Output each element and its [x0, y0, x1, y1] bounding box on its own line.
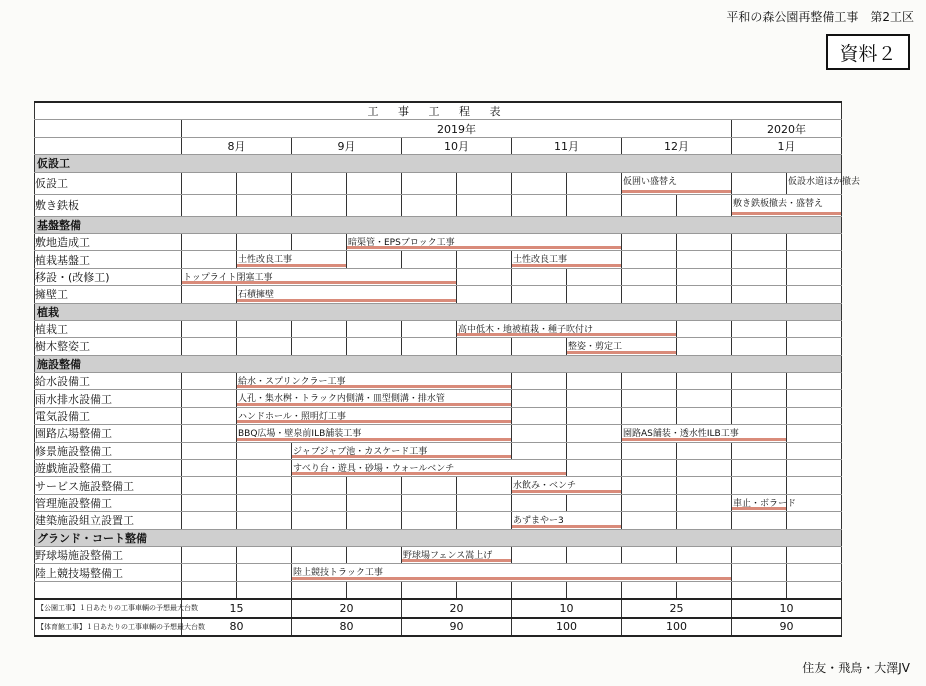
task-label: 土性改良工事 [513, 255, 568, 266]
summary-value: 20 [292, 599, 402, 617]
task-label: 水飲み・ベンチ [513, 481, 577, 492]
year-2019: 2019年 [182, 120, 732, 137]
task-label: ジャブジャブ池・カスケード工事 [293, 446, 428, 457]
title-row [35, 102, 842, 120]
task-row [35, 172, 842, 194]
task-label: 野球場フェンス嵩上げ [403, 550, 493, 561]
footer-company: 住友・飛鳥・大澤JV [802, 661, 910, 675]
summary-value: 90 [732, 618, 842, 636]
item-label: 敷き鉄板 [35, 194, 182, 216]
task-row [35, 320, 842, 337]
item-label: 仮設工 [35, 172, 182, 194]
item-label: サービス施設整備工 [35, 477, 182, 494]
task-row [35, 233, 842, 250]
task-label: 石積擁壁 [238, 290, 275, 301]
spacer-row [35, 581, 842, 599]
task-row [35, 442, 842, 459]
category-row [35, 216, 842, 233]
task-row [35, 460, 842, 477]
item-label: 移設・(改修工) [35, 268, 182, 285]
task-label: 整姿・剪定工 [568, 342, 623, 353]
item-label: 植栽工 [35, 320, 182, 337]
month-header: 12月 [622, 137, 732, 154]
month-header: 8月 [182, 137, 292, 154]
task-label: 仮囲い盛替え [623, 176, 678, 187]
summary-label: 【体育館工事】１日あたりの工事車輌の予想最大台数 [35, 618, 182, 636]
year-2020: 2020年 [732, 120, 842, 137]
task-label: 人孔・集水桝・トラック内側溝・皿型側溝・排水管 [238, 394, 445, 405]
task-label: 仮設水道ほか撤去 [788, 176, 861, 187]
task-row [35, 286, 842, 303]
summary-label: 【公園工事】１日あたりの工事車輌の予想最大台数 [35, 599, 182, 617]
item-label: 建築施設組立設置工 [35, 512, 182, 529]
month-header: 1月 [732, 137, 842, 154]
blank-cell [35, 137, 182, 154]
task-row [35, 251, 842, 268]
summary-value: 25 [622, 599, 732, 617]
summary-value: 20 [402, 599, 512, 617]
task-row [35, 425, 842, 442]
task-label: あずまやー3 [513, 516, 564, 527]
category-row [35, 303, 842, 320]
category-row [35, 529, 842, 546]
month-header: 11月 [512, 137, 622, 154]
task-row [35, 512, 842, 529]
item-label: 樹木整姿工 [35, 338, 182, 355]
task-label: BBQ広場・壁泉前ILB舗装工事 [238, 429, 362, 440]
task-label: 陸上競技トラック工事 [293, 568, 383, 579]
table-title: 工 事 工 程 表 [35, 102, 842, 120]
task-row [35, 338, 842, 355]
task-row [35, 564, 842, 581]
task-bar [732, 212, 841, 215]
item-label: 園路広場整備工 [35, 425, 182, 442]
item-label: 管理施設整備工 [35, 494, 182, 511]
category-label: 仮設工 [35, 155, 842, 172]
summary-value: 10 [512, 599, 622, 617]
task-label: ハンドホール・照明灯工事 [238, 411, 346, 422]
project-title: 平和の森公園再整備工事 第2工区 [726, 10, 914, 24]
summary-value: 100 [622, 618, 732, 636]
task-row [35, 546, 842, 563]
summary-row [35, 599, 842, 617]
month-header: 9月 [292, 137, 402, 154]
category-label: 施設整備 [35, 355, 842, 372]
blank-cell [35, 120, 182, 137]
month-header: 10月 [402, 137, 512, 154]
task-row [35, 268, 842, 285]
category-label: グランド・コート整備 [35, 529, 842, 546]
item-label: 給水設備工 [35, 373, 182, 390]
category-label: 基盤整備 [35, 216, 842, 233]
summary-value: 90 [402, 618, 512, 636]
task-label: 敷き鉄板撤去・盛替え [733, 198, 824, 209]
task-label: すべり台・遊具・砂場・ウォールベンチ [293, 464, 455, 475]
schedule-table [34, 101, 861, 637]
task-row [35, 194, 842, 216]
item-label: 植栽基盤工 [35, 251, 182, 268]
task-label: 高中低木・地被植栽・種子吹付け [458, 324, 594, 335]
task-label: 車止・ボラード [733, 498, 797, 509]
task-label: トップライト閉塞工事 [183, 272, 273, 283]
document-label: 資料２ [826, 34, 910, 70]
task-row [35, 494, 842, 511]
task-row [35, 477, 842, 494]
task-label: 暗渠管・EPSブロック工事 [348, 237, 455, 248]
year-row [35, 120, 842, 137]
month-row [35, 137, 842, 154]
category-row [35, 155, 842, 172]
item-label: 雨水排水設備工 [35, 390, 182, 407]
summary-row [35, 618, 842, 636]
task-bar [622, 190, 731, 193]
item-label: 敷地造成工 [35, 233, 182, 250]
summary-value: 100 [512, 618, 622, 636]
task-row [35, 390, 842, 407]
category-row [35, 355, 842, 372]
item-label: 野球場施設整備工 [35, 546, 182, 563]
task-row [35, 373, 842, 390]
summary-value: 80 [292, 618, 402, 636]
task-label: 土性改良工事 [238, 255, 293, 266]
category-label: 植栽 [35, 303, 842, 320]
task-row [35, 407, 842, 424]
task-label: 園路AS舗装・透水性ILB工事 [623, 429, 739, 440]
item-label: 遊戯施設整備工 [35, 460, 182, 477]
summary-value: 80 [182, 618, 292, 636]
item-label: 擁壁工 [35, 286, 182, 303]
summary-value: 15 [182, 599, 292, 617]
task-label: 給水・スプリンクラー工事 [238, 377, 346, 388]
item-label: 陸上競技場整備工 [35, 564, 182, 581]
summary-value: 10 [732, 599, 842, 617]
item-label: 電気設備工 [35, 407, 182, 424]
item-label: 修景施設整備工 [35, 442, 182, 459]
